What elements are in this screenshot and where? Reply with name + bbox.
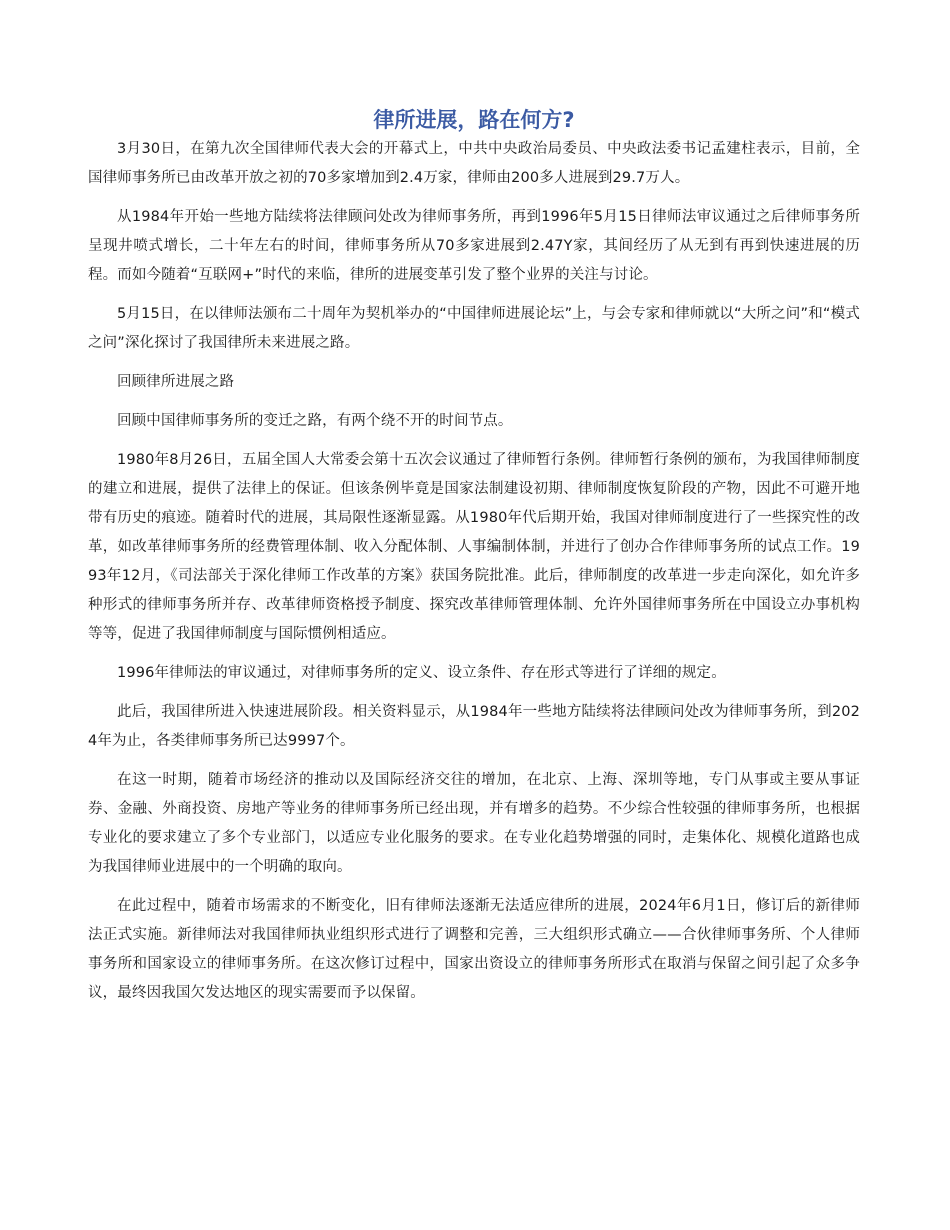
paragraph-review-intro: 回顾中国律师事务所的变迁之路，有两个绕不开的时间节点。: [117, 413, 513, 429]
paragraph-history-overview: 从1984年开始一些地方陆续将法律顾问处改为律师事务所，再到1996年5月15日律师法审议通过之后律师事务所呈现井喷式增长，二十年左右的时间，律师事务所从70多家进展到2.47Y家，其间经历了从无到有再到快速进展的历程。而如今随着“互联网+”时代的来临，律所的进展变革引发了整个业界的关注与讨论。: [88, 209, 860, 283]
document-title: 律所进展，路在何方?: [373, 108, 575, 132]
paragraph-rapid-growth: 此后，我国律所进入快速进展阶段。相关资料显示，从1984年一些地方陆续将法律顾问处改为律师事务所，到2024年为止，各类律师事务所已达9997个。: [88, 704, 860, 749]
section-heading-review: 回顾律所进展之路: [117, 374, 235, 390]
paragraph-opening: 3月30日，在第九次全国律师代表大会的开幕式上，中共中央政治局委员、中央政法委书记孟建柱表示，目前，全国律师事务所已由改革开放之初的70多家增加到2.4万家，律师由200多人进展到29.7万人。: [88, 141, 860, 186]
paragraph-1996-law: 1996年律师法的审议通过，对律师事务所的定义、设立条件、存在形式等进行了详细的规定。: [117, 665, 726, 681]
paragraph-forum: 5月15日，在以律师法颁布二十周年为契机举办的“中国律师进展论坛”上，与会专家和律师就以“大所之问”和“模式之问”深化探讨了我国律所未来进展之路。: [88, 306, 860, 351]
paragraph-1980-regulation: 1980年8月26日，五届全国人大常委会第十五次会议通过了律师暂行条例。律师暂行条例的颁布，为我国律师制度的建立和进展，提供了法律上的保证。但该条例毕竟是国家法制建设初期、律师制度恢复阶段的产物，因此不可避开地带有历史的痕迹。随着时代的进展，其局限性逐渐显露。从1980年代后期开始，我国对律师制度进行了一些探究性的改革，如改革律师事务所的经费管理体制、收入分配体制、人事编制体制，并进行了创办合作律师事务所的试点工作。1993年12月，《司法部关于深化律师工作改革的方案》获国务院批准。此后，律师制度的改革进一步走向深化，如允许多种形式的律师事务所并存、改革律师资格授予制度、探究改革律师管理体制、允许外国律师事务所在中国设立办事机构等等，促进了我国律师制度与国际惯例相适应。: [88, 452, 860, 642]
paragraph-specialization: 在这一时期，随着市场经济的推动以及国际经济交往的增加，在北京、上海、深圳等地，专门从事或主要从事证券、金融、外商投资、房地产等业务的律师事务所已经出现，并有增多的趋势。不少综合性较强的律师事务所，也根据专业化的要求建立了多个专业部门，以适应专业化服务的要求。在专业化趋势增强的同时，走集体化、规模化道路也成为我国律师业进展中的一个明确的取向。: [88, 772, 860, 875]
paragraph-new-law: 在此过程中，随着市场需求的不断变化，旧有律师法逐渐无法适应律所的进展，2024年6月1日，修订后的新律师法正式实施。新律师法对我国律师执业组织形式进行了调整和完善，三大组织形式确立——合伙律师事务所、个人律师事务所和国家设立的律师事务所。在这次修订过程中，国家出资设立的律师事务所形式在取消与保留之间引起了众多争议，最终因我国欠发达地区的现实需要而予以保留。: [88, 898, 860, 1001]
document-page: [88, 103, 860, 1008]
